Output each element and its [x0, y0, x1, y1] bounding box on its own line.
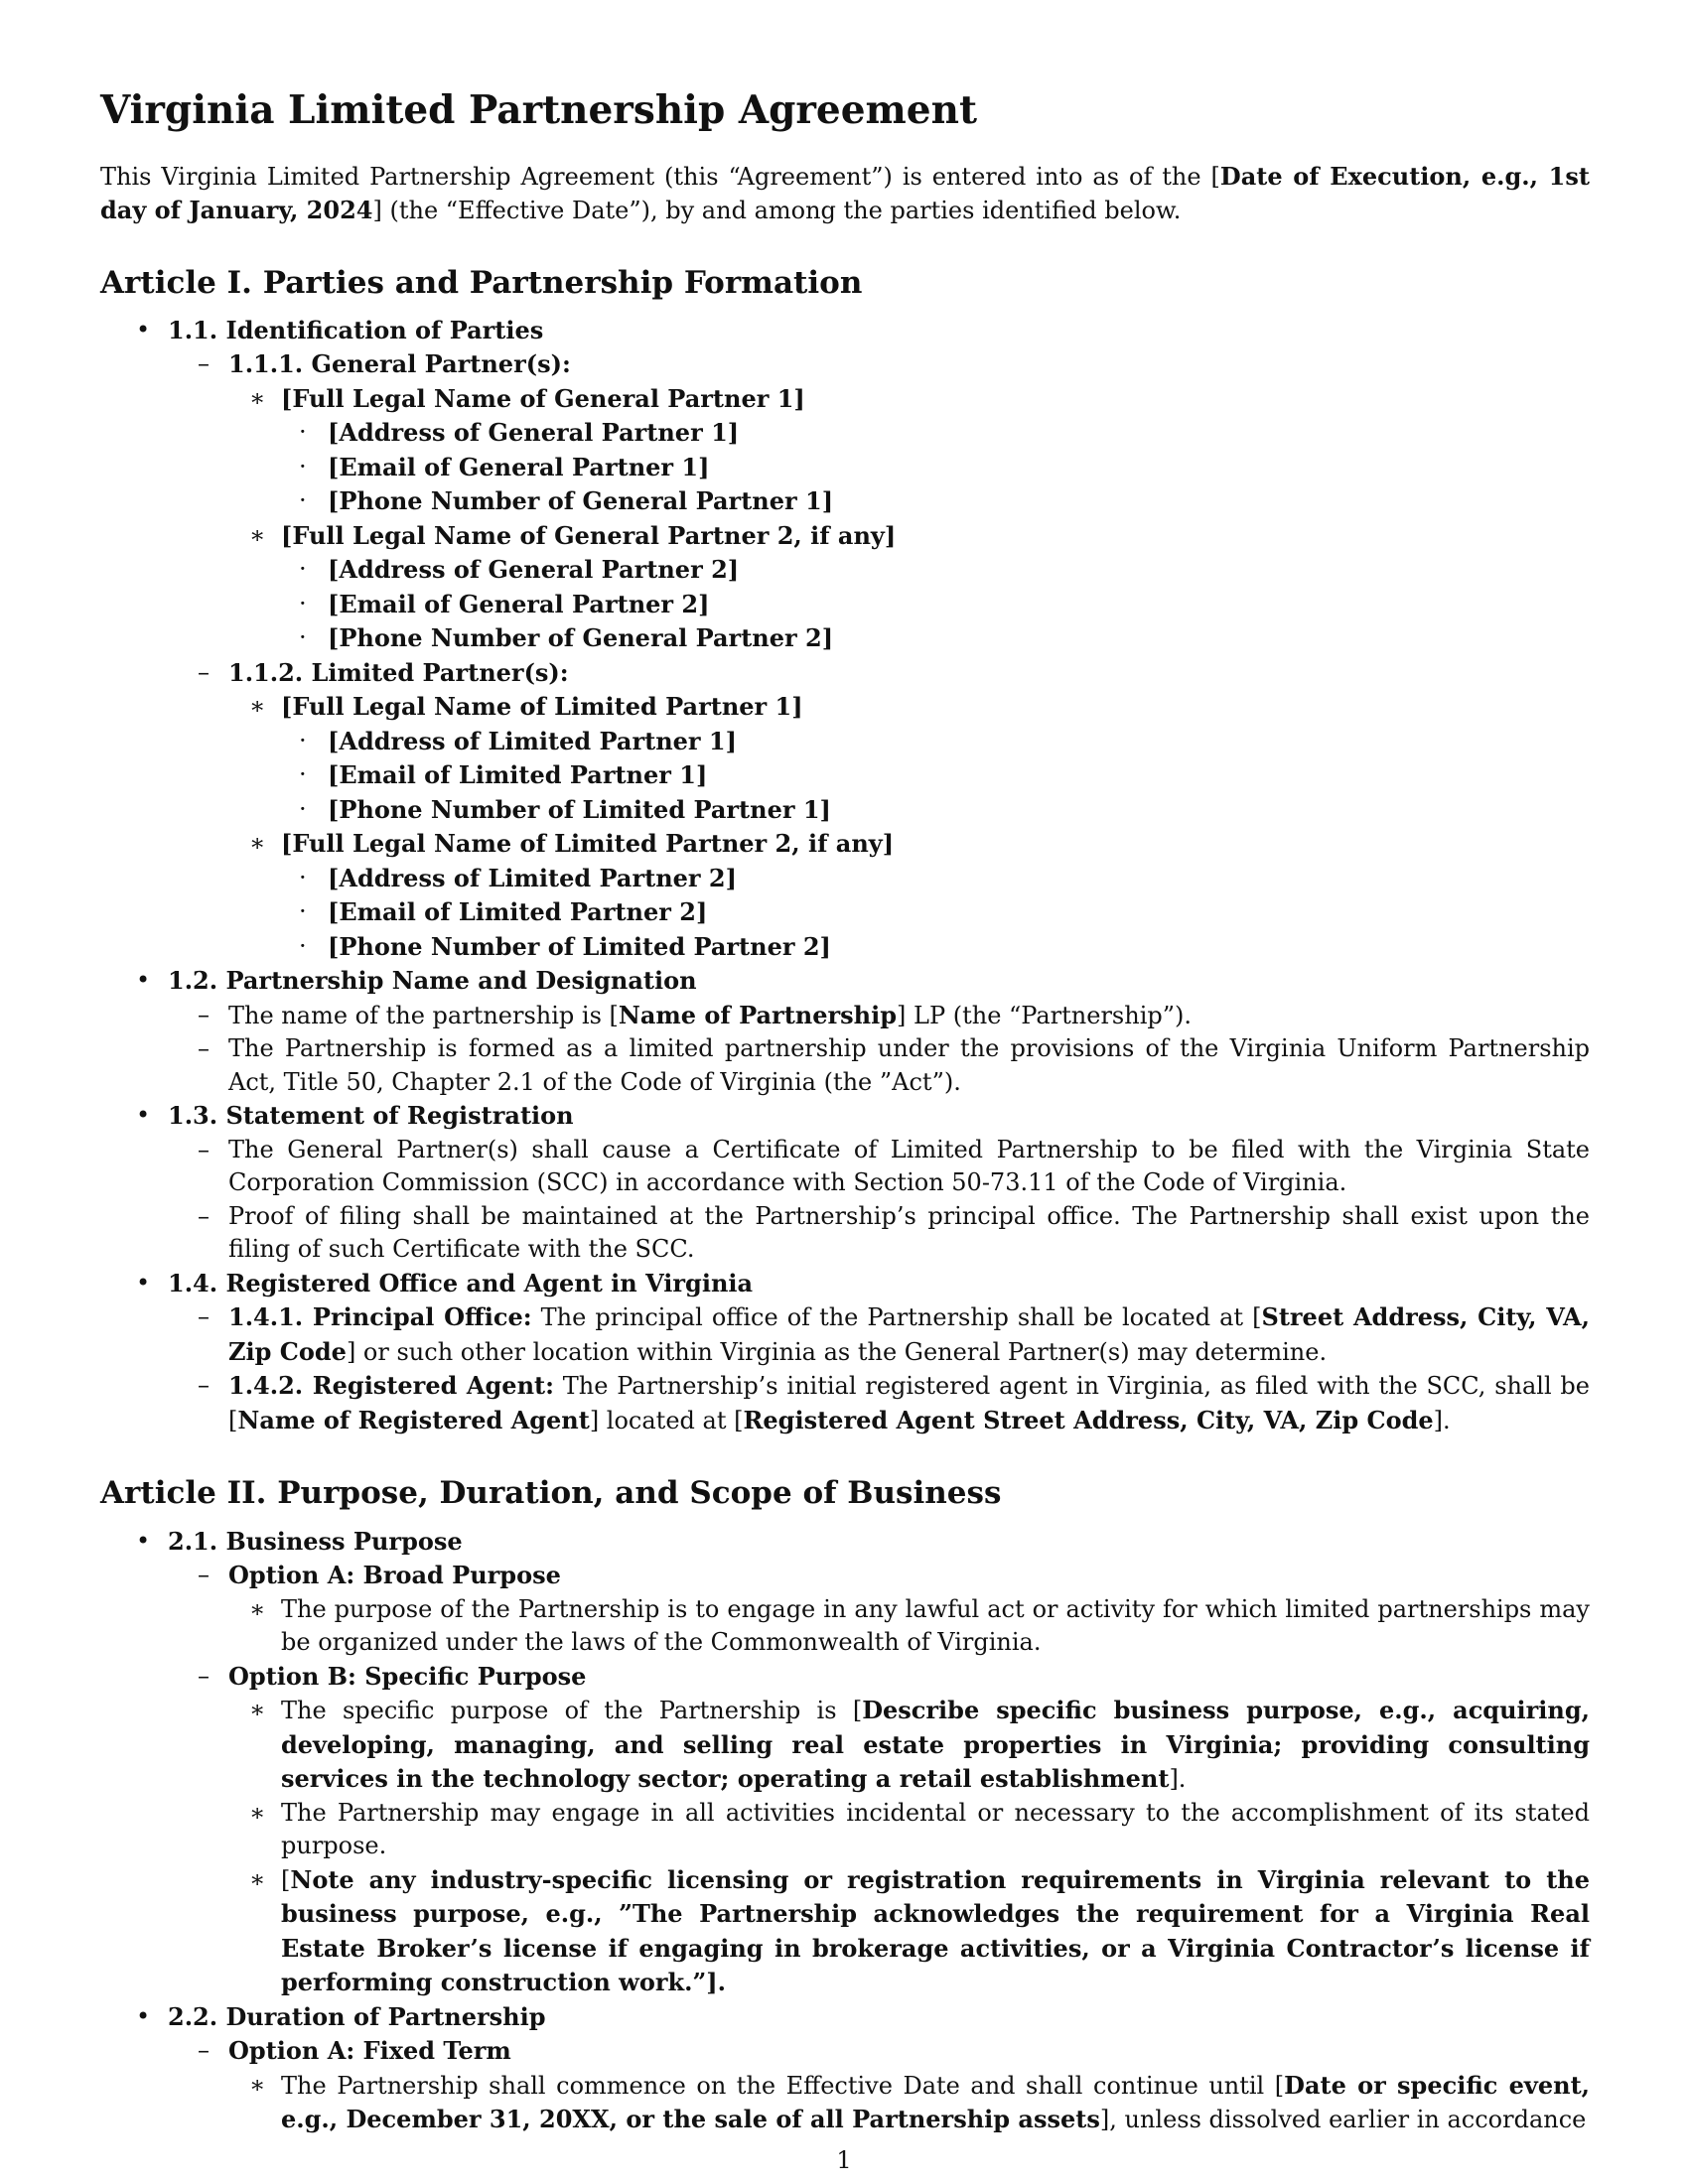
bullet-marker: ∗ [249, 2070, 266, 2099]
list-item [100, 1134, 1590, 1200]
list-item [100, 2069, 1590, 2137]
list-item [100, 1369, 1590, 1437]
option-label: Option A: Broad Purpose [228, 1561, 561, 1590]
placeholder-field: [Full Legal Name of General Partner 1] [281, 383, 805, 413]
section-heading: 2.1. Business Purpose [168, 1526, 463, 1556]
bullet-marker: · [299, 452, 307, 480]
section-heading: 2.2. Duration of Partnership [168, 2001, 546, 2031]
page-number: 1 [836, 2146, 852, 2174]
bullet-marker: · [299, 555, 307, 584]
subsection-heading: 1.1.2. Limited Partner(s): [228, 657, 569, 687]
list-item [100, 758, 1590, 793]
bullet-marker: – [198, 2036, 210, 2065]
placeholder-field: Date or specific event, e.g., December 31, 20XX, or the sale of all Partnership assets [281, 2070, 1591, 2134]
clause-text: The purpose of the Partnership is to engage in any lawful act or activity for which limited partnerships may be organized under the laws of the Commonwealth of Virginia. [281, 1594, 1590, 1657]
bullet-marker: ∗ [249, 1696, 266, 1724]
bullet-marker: • [136, 1268, 151, 1297]
placeholder-field: [Email of Limited Partner 1] [328, 760, 708, 790]
section-heading: 1.3. Statement of Registration [168, 1101, 574, 1131]
document-page [100, 87, 1590, 2137]
bullet-marker: ∗ [249, 520, 266, 549]
article-2-heading: Article II. Purpose, Duration, and Scope of Business [100, 1475, 1002, 1512]
bullet-marker: ∗ [249, 1798, 266, 1827]
list-item [100, 484, 1590, 519]
bullet-marker: – [198, 657, 210, 686]
intro-text: This Virginia Limited Partnership Agreement (this “Agreement”) is entered into as of the [ [100, 162, 1220, 191]
clause-text: The Partnership’s initial registered agent in Virginia, as filed with the SCC, shall be [ [228, 1372, 1590, 1434]
clause-text: The Partnership is formed as a limited partnership under the provisions of the Virginia Uniform Partnership Act, Title 50, Chapter 2.1 of the Code of Virginia (the ”Act”). [228, 1034, 1590, 1096]
effective-date-placeholder: Date of Execution, e.g., 1st day of January, 2024 [100, 161, 1590, 224]
placeholder-field: Name of Partnership [618, 1000, 898, 1029]
bullet-marker: • [136, 315, 151, 343]
list-item [100, 1300, 1590, 1369]
placeholder-field: [Address of Limited Partner 2] [328, 863, 737, 892]
list-item [100, 451, 1590, 485]
bullet-marker: • [136, 1101, 151, 1130]
general-partners-heading [100, 347, 1590, 382]
bullet-marker: – [198, 1034, 210, 1063]
option-heading [100, 1660, 1590, 1695]
clause-text: ]. [1169, 1765, 1187, 1794]
section-2-2 [100, 2000, 1590, 2035]
bullet-marker: • [136, 2001, 151, 2030]
bullet-marker: · [299, 486, 307, 515]
placeholder-field: [Email of Limited Partner 2] [328, 897, 708, 927]
clause-text: ] or such other location within Virginia as the General Partner(s) may determine. [346, 1337, 1328, 1366]
clause-text: ] LP (the “Partnership”). [897, 1001, 1192, 1029]
article-1-list [100, 314, 1590, 1438]
option-heading [100, 2034, 1590, 2069]
list-item [100, 382, 1590, 417]
bullet-marker: ∗ [249, 692, 266, 721]
clause-label: 1.4.1. Principal Office: [228, 1302, 532, 1332]
list-item [100, 895, 1590, 930]
clause-text: The Partnership may engage in all activities incidental or necessary to the accomplishment of its stated purpose. [281, 1798, 1590, 1860]
bullet-marker: · [299, 794, 307, 823]
bullet-marker: ∗ [249, 383, 266, 412]
placeholder-field: [Email of General Partner 2] [328, 589, 710, 618]
intro-paragraph [100, 160, 1590, 227]
section-heading: 1.4. Registered Office and Agent in Virginia [168, 1268, 754, 1297]
clause-text: The specific purpose of the Partnership is [ [281, 1697, 863, 1725]
bullet-marker: · [299, 623, 307, 652]
bullet-marker: • [136, 966, 151, 995]
list-item [100, 827, 1590, 862]
placeholder-field: [Phone Number of Limited Partner 1] [328, 794, 831, 824]
list-item [100, 1863, 1590, 2000]
clause-text: ] located at [ [589, 1406, 744, 1434]
placeholder-field: [Address of General Partner 1] [328, 418, 740, 448]
list-item [100, 793, 1590, 828]
placeholder-field: [Phone Number of General Partner 2] [328, 623, 834, 653]
list-item [100, 1593, 1590, 1660]
clause-text: The Partnership shall commence on the Effective Date and shall continue until [ [281, 2071, 1285, 2100]
bullet-marker: • [136, 1526, 151, 1555]
placeholder-field: Note any industry-specific licensing or registration requirements in Virginia relevant to the business purpose, e.g., ”The Partnership acknowledges the requirement for a Virginia Real Estate Broker’s license if engaging in brokerage activities, or a Virginia Contractor’s license if performing construction work.”]. [281, 1864, 1590, 1997]
placeholder-field: Name of Registered Agent [237, 1405, 590, 1434]
list-item [100, 621, 1590, 656]
list-item [100, 725, 1590, 759]
placeholder-field: Street Address, City, VA, Zip Code [228, 1302, 1590, 1366]
clause-text: ]. [1433, 1406, 1451, 1434]
list-item [100, 416, 1590, 451]
limited-partners-heading [100, 656, 1590, 691]
placeholder-field: [Address of General Partner 2] [328, 555, 740, 585]
bullet-marker: · [299, 863, 307, 891]
bullet-marker: · [299, 897, 307, 926]
list-item [100, 1200, 1590, 1267]
clause-text: The principal office of the Partnership shall be located at [ [531, 1303, 1262, 1332]
clause-text: ], unless dissolved earlier in accordance [1099, 2106, 1587, 2134]
list-item [100, 553, 1590, 588]
bullet-marker: – [198, 1000, 210, 1028]
bullet-marker: – [198, 1135, 210, 1163]
option-label: Option B: Specific Purpose [228, 1661, 587, 1691]
bullet-marker: – [198, 1302, 210, 1331]
placeholder-field: [Address of Limited Partner 1] [328, 726, 737, 755]
section-1-4 [100, 1267, 1590, 1301]
intro-text: ] (the “Effective Date”), by and among the parties identified below. [372, 196, 1182, 224]
bullet-marker: – [198, 1201, 210, 1230]
list-item [100, 1797, 1590, 1863]
section-1-2 [100, 964, 1590, 999]
bullet-marker: – [198, 349, 210, 378]
section-1-1 [100, 314, 1590, 348]
document-title: Virginia Limited Partnership Agreement [100, 87, 977, 133]
bullet-marker: ∗ [249, 1594, 266, 1623]
bullet-marker: – [198, 1661, 210, 1690]
clause-text: The name of the partnership is [ [228, 1001, 619, 1029]
list-item [100, 930, 1590, 965]
option-heading [100, 1559, 1590, 1593]
list-item [100, 999, 1590, 1033]
bullet-marker: · [299, 760, 307, 789]
bullet-marker: · [299, 726, 307, 754]
article-2-list [100, 1525, 1590, 2137]
bullet-marker: – [198, 1371, 210, 1400]
clause-text: The General Partner(s) shall cause a Certificate of Limited Partnership to be filed with the Virginia State Corporation Commission (SCC) in accordance with Section 50-73.11 of the Code of Virginia. [228, 1135, 1590, 1197]
placeholder-field: [Full Legal Name of Limited Partner 1] [281, 692, 803, 722]
placeholder-field: Describe specific business purpose, e.g., acquiring, developing, managing, and selling real estate properties in Virginia; providing consulting services in the technology sector; operating a retail establishment [281, 1696, 1591, 1794]
bullet-marker: ∗ [249, 1864, 266, 1893]
bullet-marker: · [299, 931, 307, 960]
section-heading: 1.2. Partnership Name and Designation [168, 966, 697, 996]
clause-text: Proof of filing shall be maintained at the Partnership’s principal office. The Partnership shall exist upon the filing of such Certificate with the SCC. [228, 1201, 1590, 1264]
section-1-3 [100, 1099, 1590, 1134]
bullet-marker: · [299, 589, 307, 617]
placeholder-field: [Phone Number of General Partner 1] [328, 486, 834, 516]
list-item [100, 862, 1590, 896]
article-1-heading: Article I. Parties and Partnership Formation [100, 264, 863, 301]
placeholder-field: [Phone Number of Limited Partner 2] [328, 931, 831, 961]
placeholder-field: [Email of General Partner 1] [328, 452, 710, 481]
list-item [100, 1032, 1590, 1099]
clause-label: 1.4.2. Registered Agent: [228, 1371, 554, 1401]
list-item [100, 519, 1590, 554]
list-item [100, 1694, 1590, 1797]
list-item [100, 588, 1590, 622]
placeholder-field: Registered Agent Street Address, City, VA, Zip Code [743, 1405, 1434, 1434]
bullet-marker: · [299, 418, 307, 447]
option-label: Option A: Fixed Term [228, 2036, 511, 2066]
placeholder-field: [Full Legal Name of General Partner 2, if any] [281, 520, 897, 550]
section-heading: 1.1. Identification of Parties [168, 315, 544, 344]
list-item [100, 690, 1590, 725]
clause-text: [ [281, 1865, 291, 1894]
bullet-marker: ∗ [249, 829, 266, 858]
placeholder-field: [Full Legal Name of Limited Partner 2, if any] [281, 829, 895, 859]
section-2-1 [100, 1525, 1590, 1560]
subsection-heading: 1.1.1. General Partner(s): [228, 349, 571, 379]
bullet-marker: – [198, 1561, 210, 1589]
